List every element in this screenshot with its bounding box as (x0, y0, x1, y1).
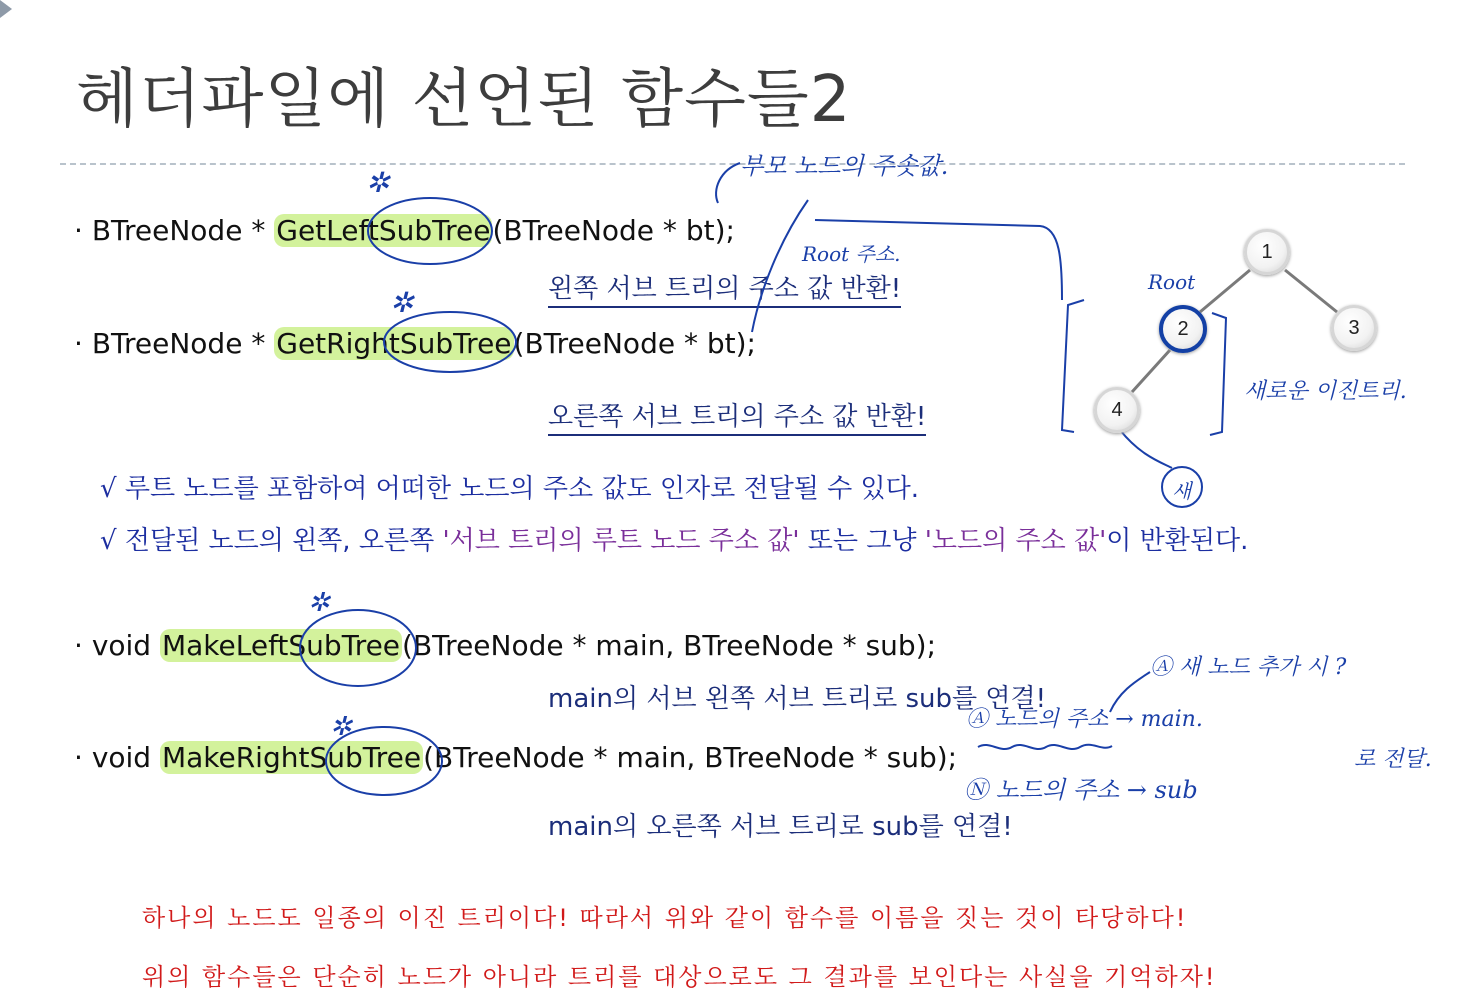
arrow-parent (716, 163, 740, 203)
note-root-address: Root 주소. (802, 242, 901, 266)
edge-1-2 (1200, 270, 1250, 312)
desc-text: main의 오른쪽 서브 트리로 sub를 연결! (548, 812, 1013, 842)
note-text: 전달된 노드의 왼쪽, 오른쪽 (124, 526, 443, 556)
note-text: 루트 노드를 포함하여 어떠한 노드의 주소 값도 인자로 전달될 수 있다. (124, 474, 920, 504)
func-name-highlight: GetLeftSubTree (276, 214, 491, 247)
return-type: void (91, 741, 160, 774)
check-icon: √ (100, 474, 117, 504)
note-addr-main: Ⓐ 노드의 주소 → main. (966, 707, 1203, 732)
stroke-long (752, 200, 808, 332)
note-new-addr-sub: Ⓝ 노드의 주소 → sub (964, 776, 1198, 804)
summary-line-1: 하나의 노드도 일종의 이진 트리이다! 따라서 위와 같이 함수를 이름을 짓는 것이 타당하다! (142, 904, 1188, 932)
note-text: 또는 그냥 (799, 526, 925, 556)
return-type: BTreeNode * (91, 327, 275, 360)
func-name-highlight: MakeLeftSubTree (161, 629, 401, 662)
note-root: Root (1148, 270, 1196, 294)
bracket-left (1062, 300, 1084, 432)
star-mark-icon: ✲ (308, 588, 330, 618)
bullet: · (74, 214, 83, 247)
func-name-highlight: MakeRightSubTree (161, 741, 422, 774)
desc-text: 오른쪽 서브 트리의 주소 값 반환! (548, 402, 926, 436)
desc-text: main의 서브 왼쪽 서브 트리로 sub를 연결! (548, 684, 1047, 714)
return-type: void (91, 629, 160, 662)
bullet: · (74, 629, 83, 662)
note-text: 이 반환된다. (1106, 526, 1249, 556)
note-pass: 로 전달. (1354, 747, 1432, 772)
tree-node-3: 3 (1331, 305, 1377, 351)
star-mark-icon: ✲ (330, 712, 352, 742)
params: (BTreeNode * main, BTreeNode * sub); (402, 629, 937, 662)
arrow-4-new (1120, 430, 1172, 468)
ink-strokes (300, 163, 1226, 795)
tree-node-2-root: 2 (1159, 305, 1207, 353)
note-new-node: 새 (1172, 479, 1192, 503)
circle-getleft (368, 198, 492, 264)
bracket-right (1210, 313, 1226, 435)
params: (BTreeNode * bt); (492, 214, 735, 247)
page-title: 헤더파일에 선언된 함수들2 (76, 63, 852, 137)
desc-text: 왼쪽 서브 트리의 주소 값 반환! (548, 274, 901, 308)
circle-getright (384, 312, 516, 372)
bullet: · (74, 741, 83, 774)
circle-makeleft (300, 610, 416, 686)
check-icon: √ (100, 526, 117, 556)
return-type: BTreeNode * (91, 214, 275, 247)
params: (BTreeNode * main, BTreeNode * sub); (423, 741, 958, 774)
note-add-new-node: Ⓐ 새 노드 추가 시 ? (1150, 655, 1347, 680)
star-mark-icon: ✲ (366, 166, 390, 199)
note-quote-subtree: '서브 트리의 루트 노드 주소 값' (442, 526, 800, 556)
note-new-tree: 새로운 이진트리. (1244, 379, 1407, 404)
summary-line-2: 위의 함수들은 단순히 노드가 아니라 트리를 대상으로도 그 결과를 보인다는 사실을 기억하자! (142, 963, 1217, 991)
wavy-underline (978, 745, 1112, 749)
edge-2-4 (1132, 350, 1170, 392)
bullet: · (74, 327, 83, 360)
func-name-highlight: GetRightSubTree (276, 327, 512, 360)
note-quote-node: '노드의 주소 값' (924, 526, 1107, 556)
params: (BTreeNode * bt); (513, 327, 756, 360)
note-parent-address: 부모 노드의 주솟값. (740, 152, 949, 180)
tree-node-1: 1 (1244, 229, 1290, 275)
edge-1-3 (1285, 270, 1337, 312)
tree-node-4: 4 (1094, 387, 1140, 433)
star-mark-icon: ✲ (390, 286, 414, 319)
